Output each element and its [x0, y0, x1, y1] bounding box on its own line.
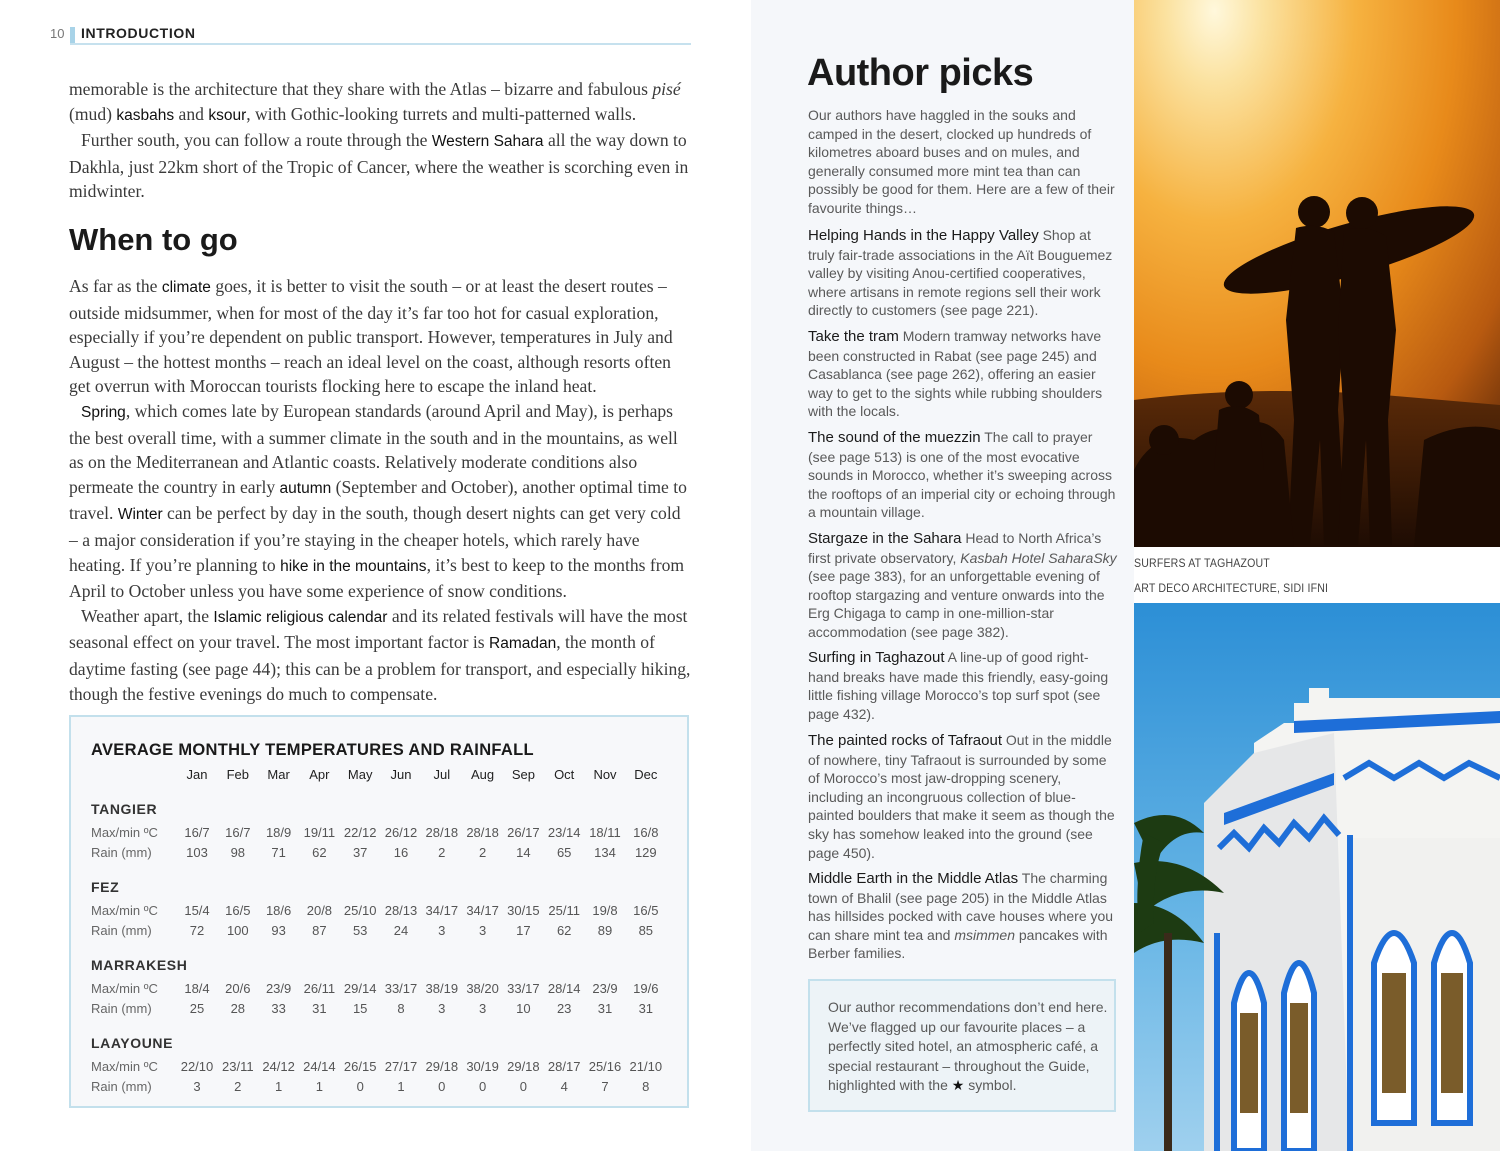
table-cell: 23 [556, 1001, 572, 1016]
table-cell: 134 [594, 845, 616, 860]
row-label: Max/min ºC [91, 903, 158, 918]
table-cell: 37 [352, 845, 368, 860]
pick-item [808, 529, 1118, 642]
table-cell: 3 [438, 923, 446, 938]
table-cell: 19/8 [592, 903, 618, 918]
table-cell: 3 [478, 923, 487, 938]
table-cell: 38/19 [425, 981, 459, 996]
table-cell: 23/11 [222, 1059, 254, 1074]
table-cell: 22/10 [180, 1059, 214, 1074]
month-header: Jan [186, 767, 208, 782]
table-cell: 38/20 [466, 981, 499, 996]
table-cell: 2 [234, 1079, 242, 1094]
table-cell: 0 [356, 1079, 364, 1094]
table-cell: 62 [556, 923, 572, 938]
keyword: Islamic religious calendar [213, 608, 388, 626]
month-header: Feb [226, 767, 249, 782]
table-cell: 0 [478, 1079, 487, 1094]
table-cell: 72 [189, 923, 205, 938]
table-cell: 16/5 [225, 903, 251, 918]
header-rule [70, 43, 691, 45]
text: memorable is the architecture that they share with the Atlas – bizarre and fabulous [69, 79, 653, 99]
when-to-go-heading: When to go [69, 222, 238, 257]
text: and [174, 103, 209, 124]
climate-table-title: AVERAGE MONTHLY TEMPERATURES AND RAINFALL [91, 741, 534, 759]
table-cell: 3 [478, 1001, 487, 1016]
table-cell: 31 [638, 1001, 654, 1016]
table-cell: 33/17 [384, 981, 418, 996]
table-cell: 28/17 [547, 1059, 581, 1074]
pick-text: pancakes with Berber families. [808, 926, 1108, 962]
table-cell: 89 [597, 923, 613, 938]
table-cell: 18/11 [589, 825, 621, 840]
text: , with Gothic-looking turrets and multi-patterned walls. [246, 103, 637, 124]
table-cell: 19/6 [633, 981, 659, 996]
table-cell: 28/13 [384, 903, 418, 918]
pick-item [808, 731, 1118, 862]
table-cell: 71 [271, 845, 286, 860]
sidi-ifni-building-photo [1134, 603, 1500, 1151]
city-name: FEZ [91, 879, 120, 895]
table-cell: 26/12 [384, 825, 418, 840]
table-cell: 16/5 [633, 903, 659, 918]
keyword: kasbahs [116, 106, 175, 124]
author-picks-intro: Our authors have haggled in the souks and camped in the desert, clocked up hundreds of kilometres aboard buses and on mules, and generally consumed more mint tea than can possibly be good for them. Here are a few of their favourite things… [808, 107, 1115, 216]
table-cell: 26/11 [303, 981, 336, 996]
row-label: Max/min ºC [91, 981, 158, 996]
keyword: Spring [81, 403, 126, 421]
table-cell: 24/12 [262, 1059, 295, 1074]
table-cell: 15/4 [184, 903, 210, 918]
pick-title: The sound of the muezzin [808, 429, 981, 446]
table-cell: 25 [189, 1001, 205, 1016]
pick-title: The painted rocks of Tafraout [808, 732, 1003, 749]
table-cell: 0 [438, 1079, 446, 1094]
text: and its related festivals will have the most seasonal effect on your travel. The most important factor is [69, 605, 688, 653]
table-cell: 28/18 [466, 825, 499, 840]
table-cell: 3 [438, 1001, 446, 1016]
pick-text: The charming town of Bhalil (see page 205) in the Middle Atlas has hillsides pocked with cave houses where you can share mint tea and [808, 870, 1114, 943]
table-cell: 30/15 [507, 903, 540, 918]
month-header: May [347, 767, 373, 782]
table-cell: 16/7 [184, 825, 210, 840]
table-cell: 15 [352, 1001, 368, 1016]
table-cell: 100 [226, 923, 249, 938]
table-cell: 85 [638, 923, 654, 938]
month-header: Apr [309, 767, 330, 782]
table-cell: 16/8 [633, 825, 659, 840]
row-label: Max/min ºC [91, 1059, 158, 1074]
row-label: Max/min ºC [91, 825, 158, 840]
pick-item [808, 226, 1118, 320]
table-cell: 1 [274, 1079, 283, 1094]
pick-text: The call to prayer (see page 513) is one of the most evocative sounds in Morocco, whether it’s sweeping across the rooftops of an imperial city or echoing through a mountain village. [808, 429, 1116, 521]
text: goes, it is better to visit the south – or at least the desert routes – outside midsummer, when for most of the day it’s far too hot for casual exploration, especially if you’re dependent on public transport. However, temperatures in July and August – the hottest months – reach an ideal level on the coast, although resorts often get overrun with Moroccan tourists flocking here to escape the inland heat. [69, 276, 673, 397]
table-cell: 20/8 [306, 903, 333, 918]
text: Weather apart, the [81, 605, 214, 626]
pick-title: Stargaze in the Sahara [808, 530, 962, 547]
section-title: INTRODUCTION [81, 25, 196, 41]
table-cell: 8 [397, 1001, 405, 1016]
pick-title: Helping Hands in the Happy Valley [808, 227, 1039, 244]
city-name: LAAYOUNE [91, 1035, 174, 1051]
table-cell: 26/15 [343, 1059, 377, 1074]
text: all the way down to Dakhla, just 22km short of the Tropic of Cancer, where the weather is scorching even in midwinter. [69, 130, 689, 202]
table-cell: 25/16 [588, 1059, 622, 1074]
table-cell: 23/14 [547, 825, 581, 840]
pick-title: Take the tram [808, 328, 899, 345]
table-cell: 25/11 [548, 903, 580, 918]
table-cell: 3 [193, 1079, 201, 1094]
table-cell: 18/9 [265, 825, 292, 840]
text: symbol. [964, 1077, 1017, 1093]
month-header: Sep [511, 767, 535, 782]
photo-caption: SURFERS AT TAGHAZOUT [1134, 556, 1270, 570]
pick-item [808, 648, 1118, 723]
table-cell: 29/18 [425, 1059, 459, 1074]
pick-item [808, 869, 1118, 963]
table-cell: 18/6 [265, 903, 292, 918]
table-cell: 18/4 [184, 981, 210, 996]
table-cell: 29/18 [507, 1059, 540, 1074]
keyword: ksour [208, 106, 247, 124]
table-cell: 19/11 [303, 825, 336, 840]
table-cell: 34/17 [425, 903, 459, 918]
table-cell: 24 [393, 923, 409, 938]
pick-text: Head to North Africa’s first private observatory, [808, 530, 1102, 566]
table-cell: 28/18 [425, 825, 459, 840]
row-label: Rain (mm) [91, 1001, 152, 1016]
when-to-go-body [69, 274, 691, 706]
keyword: hike in the mountains [280, 557, 427, 575]
climate-table-box [69, 715, 689, 1108]
table-cell: 29/14 [343, 981, 377, 996]
surfers-photo [1134, 0, 1500, 547]
table-cell: 20/6 [225, 981, 251, 996]
table-cell: 17 [516, 923, 531, 938]
table-cell: 1 [315, 1079, 323, 1094]
text: Our author recommendations don’t end here. We’ve flagged up our favourite places – a perfectly sited hotel, an atmospheric café, a special restaurant – throughout the Guide, highlighted with the [828, 999, 1108, 1093]
pick-text: A line-up of good right-hand breaks have made this friendly, easy-going little fishing village Morocco’s top surf spot (see page 432). [808, 649, 1109, 722]
note-text [828, 998, 1108, 1096]
pick-title: Surfing in Taghazout [808, 649, 945, 666]
table-cell: 2 [478, 845, 487, 860]
keyword: Winter [117, 506, 163, 524]
table-cell: 25/10 [343, 903, 377, 918]
table-cell: 31 [597, 1001, 613, 1016]
pick-text: Shop at truly fair-trade associations in the Aït Bouguemez valley by visiting Anou-certified cooperatives, where artisans in remote regions sell their work directly to customers (see page 221). [808, 227, 1113, 319]
table-cell: 28 [230, 1001, 246, 1016]
table-cell: 103 [186, 845, 208, 860]
table-cell: 24/14 [303, 1059, 336, 1074]
table-cell: 53 [352, 923, 368, 938]
pick-item [808, 327, 1118, 421]
intro-paragraph [69, 77, 691, 204]
text: (mud) [69, 103, 117, 124]
table-cell: 129 [634, 845, 657, 860]
pick-text-italic: Kasbah Hotel SaharaSky [960, 549, 1117, 566]
text: , which comes late by European standards (around April and May), is perhaps the best overall time, with a summer climate in the south and in the mountains, as well as on the Mediterranean and Atlantic coasts. Relatively moderate conditions also permeate the country in early [69, 400, 678, 497]
author-picks-title: Author picks [807, 52, 1034, 94]
month-header: Dec [634, 767, 658, 782]
pick-text-italic: msimmen [954, 926, 1015, 943]
month-header: Oct [554, 767, 575, 782]
keyword: climate [161, 279, 211, 296]
table-cell: 23/9 [592, 981, 618, 996]
photo-caption: ART DECO ARCHITECTURE, SIDI IFNI [1134, 581, 1329, 595]
table-cell: 26/17 [507, 825, 540, 840]
table-cell: 22/12 [343, 825, 377, 840]
text: can be perfect by day in the south, though desert nights can get very cold – a major consideration if you’re staying in the cheaper hotels, which rarely have heating. If you’re planning to [69, 503, 681, 575]
header-accent-bar [70, 27, 75, 43]
table-cell: 16/7 [225, 825, 251, 840]
row-label: Rain (mm) [91, 1079, 152, 1094]
table-cell: 1 [397, 1079, 405, 1094]
month-header: Mar [267, 767, 290, 782]
pick-text: Modern tramway networks have been constructed in Rabat (see page 245) and Casablanca (see page 262), offering an easier way to get to the sights while rubbing shoulders with the locals. [808, 328, 1103, 420]
table-cell: 23/9 [265, 981, 292, 996]
table-cell: 65 [556, 845, 572, 860]
text: , the month of daytime fasting (see page 44); this can be a problem for transport, and especially hiking, though the festive evenings do much to compensate. [69, 632, 691, 704]
text-italic: pisé [652, 79, 681, 99]
table-cell: 98 [230, 845, 246, 860]
pick-text: Out in the middle of nowhere, tiny Tafraout is surrounded by some of Morocco’s most jaw-dropping scenery, including an incongruous collection of blue-painted boulders that make it seem as though the sky has somehow leaked into the ground (see page 450). [808, 732, 1115, 861]
table-cell: 33 [271, 1001, 286, 1016]
table-cell: 30/19 [466, 1059, 499, 1074]
table-cell: 33/17 [507, 981, 540, 996]
pick-title: Middle Earth in the Middle Atlas [808, 870, 1019, 887]
text: , it’s best to keep to the months from April to October unless you have some experience of snow conditions. [69, 554, 685, 602]
table-cell: 87 [312, 923, 327, 938]
keyword: Western Sahara [431, 133, 544, 151]
row-label: Rain (mm) [91, 923, 152, 938]
table-cell: 31 [312, 1001, 327, 1016]
pick-item [808, 428, 1118, 522]
table-cell: 34/17 [466, 903, 499, 918]
keyword: Ramadan [489, 635, 557, 653]
text: Further south, you can follow a route through the [81, 130, 432, 151]
table-cell: 7 [601, 1079, 609, 1094]
row-label: Rain (mm) [91, 845, 152, 860]
table-cell: 21/10 [629, 1059, 663, 1074]
city-name: TANGIER [91, 801, 158, 817]
text: (September and October), another optimal time to travel. [69, 476, 687, 524]
table-cell: 93 [271, 923, 286, 938]
table-cell: 28/14 [547, 981, 581, 996]
month-header: Nov [593, 767, 617, 782]
keyword: autumn [279, 479, 332, 497]
month-header: Jun [390, 767, 412, 782]
city-name: MARRAKESH [91, 957, 188, 973]
table-cell: 62 [312, 845, 327, 860]
table-cell: 2 [438, 845, 446, 860]
table-cell: 14 [516, 845, 531, 860]
recommendation-note [808, 979, 1116, 1112]
table-cell: 8 [642, 1079, 650, 1094]
page-number: 10 [50, 26, 65, 41]
star-icon: ★ [951, 1077, 965, 1093]
month-header: Aug [471, 767, 495, 782]
text: As far as the [69, 276, 162, 296]
pick-text: (see page 383), for an unforgettable evening of rooftop stargazing and venture onwards into the Erg Chigaga to camp in one-million-star accommodation (see page 382). [808, 568, 1105, 640]
table-cell: 0 [519, 1079, 527, 1094]
table-cell: 10 [516, 1001, 531, 1016]
table-cell: 4 [560, 1079, 568, 1094]
month-header: Jul [433, 767, 451, 782]
table-cell: 27/17 [384, 1059, 418, 1074]
table-cell: 16 [393, 845, 409, 860]
